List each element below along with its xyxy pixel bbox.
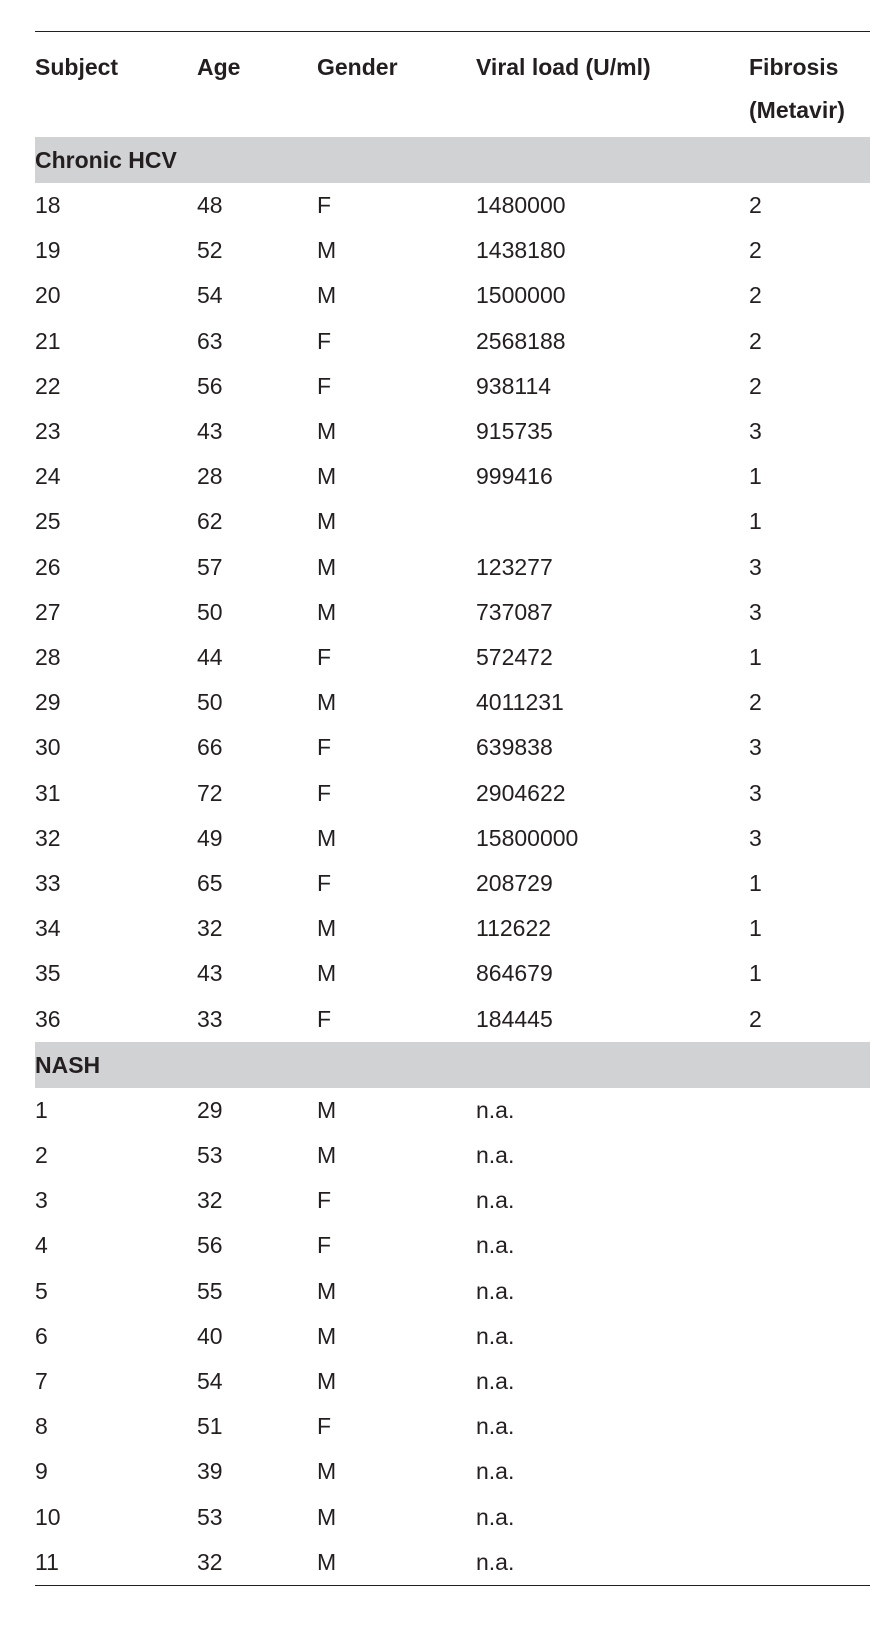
- cell-fibrosis: 1: [749, 463, 762, 490]
- cell-subject: 23: [35, 418, 61, 445]
- cell-fibrosis: [749, 1178, 870, 1223]
- cell-fibrosis: [749, 1314, 870, 1359]
- cell-gender: M: [317, 1368, 337, 1395]
- cell-age: 52: [197, 237, 223, 264]
- cell-age: 33: [197, 1005, 223, 1032]
- cell-subject: 33: [35, 870, 61, 897]
- cell-fibrosis: 3: [749, 779, 762, 806]
- cell-age: 43: [197, 418, 223, 445]
- cell-age: 49: [197, 824, 223, 851]
- table-row: [35, 364, 870, 409]
- table-row: [35, 1314, 870, 1359]
- cell-fibrosis: 1: [749, 870, 762, 897]
- cell-subject: 10: [35, 1503, 61, 1530]
- table-row: [35, 183, 870, 228]
- cell-viral-load: n.a.: [476, 1277, 515, 1304]
- cell-viral-load: n.a.: [476, 1142, 515, 1169]
- cell-age: 56: [197, 1232, 223, 1259]
- group-row: [35, 1042, 870, 1088]
- cell-viral-load: 737087: [476, 598, 553, 625]
- cell-age: 43: [197, 960, 223, 987]
- table-row: [35, 1540, 870, 1585]
- table-container: [35, 31, 870, 1586]
- cell-gender: M: [317, 418, 337, 445]
- group-label: NASH: [35, 1042, 870, 1088]
- table-body: [35, 137, 870, 1585]
- cell-age: 29: [197, 1096, 223, 1123]
- table-row: [35, 1404, 870, 1449]
- cell-gender: F: [317, 1413, 332, 1440]
- cell-fibrosis: 1: [749, 960, 762, 987]
- cell-subject: 21: [35, 327, 61, 354]
- table-row: [35, 319, 870, 364]
- header-viral-load: Viral load (U/ml): [476, 54, 651, 80]
- cell-subject: 22: [35, 372, 61, 399]
- cell-gender: F: [317, 1232, 332, 1259]
- data-table: [35, 32, 870, 1585]
- cell-gender: M: [317, 282, 337, 309]
- table-row: [35, 545, 870, 590]
- cell-age: 72: [197, 779, 223, 806]
- cell-subject: 8: [35, 1413, 48, 1440]
- cell-fibrosis: 2: [749, 372, 762, 399]
- cell-viral-load: 999416: [476, 463, 553, 490]
- cell-fibrosis: 2: [749, 327, 762, 354]
- cell-viral-load: 639838: [476, 734, 553, 761]
- cell-fibrosis: 2: [749, 1005, 762, 1032]
- cell-age: 50: [197, 689, 223, 716]
- header-fibrosis-line1: Fibrosis: [749, 54, 839, 80]
- cell-viral-load: n.a.: [476, 1413, 515, 1440]
- table-row: [35, 997, 870, 1042]
- cell-fibrosis: 3: [749, 598, 762, 625]
- table-row: [35, 861, 870, 906]
- cell-viral-load: 184445: [476, 1005, 553, 1032]
- cell-age: 50: [197, 598, 223, 625]
- cell-subject: 9: [35, 1458, 48, 1485]
- cell-viral-load: 15800000: [476, 824, 579, 851]
- cell-subject: 29: [35, 689, 61, 716]
- cell-gender: F: [317, 1005, 332, 1032]
- table-row: [35, 499, 870, 544]
- table-row: [35, 725, 870, 770]
- cell-viral-load: n.a.: [476, 1187, 515, 1214]
- cell-fibrosis: 2: [749, 689, 762, 716]
- cell-subject: 34: [35, 915, 61, 942]
- cell-subject: 24: [35, 463, 61, 490]
- cell-viral-load: 938114: [476, 372, 552, 399]
- table-row: [35, 635, 870, 680]
- cell-fibrosis: 3: [749, 824, 762, 851]
- cell-fibrosis: 1: [749, 915, 762, 942]
- cell-subject: 36: [35, 1005, 61, 1032]
- cell-subject: 2: [35, 1142, 48, 1169]
- cell-viral-load: n.a.: [476, 1232, 515, 1259]
- cell-gender: M: [317, 1458, 337, 1485]
- cell-fibrosis: 2: [749, 192, 762, 218]
- cell-subject: 6: [35, 1322, 48, 1349]
- cell-subject: 30: [35, 734, 61, 761]
- cell-fibrosis: [749, 1449, 870, 1494]
- table-row: [35, 816, 870, 861]
- table-row: [35, 228, 870, 273]
- cell-fibrosis: [749, 1223, 870, 1268]
- cell-subject: 28: [35, 644, 61, 671]
- cell-gender: F: [317, 192, 332, 218]
- cell-viral-load: [476, 499, 749, 544]
- table-row: [35, 1495, 870, 1540]
- cell-gender: M: [317, 1142, 337, 1169]
- cell-viral-load: 208729: [476, 870, 553, 897]
- header-gender: Gender: [317, 54, 398, 80]
- header-age: Age: [197, 54, 241, 80]
- cell-subject: 27: [35, 598, 61, 625]
- cell-viral-load: n.a.: [476, 1548, 515, 1575]
- table-row: [35, 454, 870, 499]
- cell-subject: 4: [35, 1232, 48, 1259]
- cell-viral-load: n.a.: [476, 1458, 515, 1485]
- cell-subject: 7: [35, 1368, 48, 1395]
- table-row: [35, 680, 870, 725]
- cell-viral-load: 2904622: [476, 779, 566, 806]
- cell-gender: F: [317, 779, 332, 806]
- cell-fibrosis: [749, 1359, 870, 1404]
- cell-age: 57: [197, 553, 223, 580]
- cell-age: 55: [197, 1277, 223, 1304]
- table-row: [35, 1269, 870, 1314]
- cell-age: 56: [197, 372, 223, 399]
- bottom-rule: [35, 1585, 870, 1586]
- cell-subject: 26: [35, 553, 61, 580]
- cell-subject: 19: [35, 237, 61, 264]
- cell-age: 53: [197, 1142, 223, 1169]
- cell-viral-load: n.a.: [476, 1096, 515, 1123]
- cell-age: 32: [197, 915, 223, 942]
- cell-fibrosis: [749, 1133, 870, 1178]
- cell-gender: M: [317, 1096, 337, 1123]
- cell-fibrosis: [749, 1404, 870, 1449]
- cell-subject: 25: [35, 508, 61, 535]
- table-row: [35, 906, 870, 951]
- header-fibrosis-line2: (Metavir): [749, 97, 845, 123]
- cell-gender: M: [317, 1503, 337, 1530]
- cell-gender: M: [317, 553, 337, 580]
- cell-subject: 1: [35, 1096, 48, 1123]
- cell-gender: M: [317, 824, 337, 851]
- cell-gender: F: [317, 734, 332, 761]
- table-row: [35, 1178, 870, 1223]
- cell-subject: 31: [35, 779, 61, 806]
- cell-gender: F: [317, 870, 332, 897]
- table-row: [35, 951, 870, 996]
- cell-viral-load: 4011231: [476, 689, 564, 716]
- table-row: [35, 1449, 870, 1494]
- group-row: [35, 137, 870, 183]
- cell-age: 51: [197, 1413, 223, 1440]
- cell-gender: M: [317, 915, 337, 942]
- cell-age: 54: [197, 282, 223, 309]
- header-row: [35, 32, 870, 137]
- table-row: [35, 1223, 870, 1268]
- cell-viral-load: 123277: [476, 553, 553, 580]
- cell-age: 44: [197, 644, 223, 671]
- table-row: [35, 771, 870, 816]
- cell-gender: M: [317, 508, 337, 535]
- cell-gender: M: [317, 960, 337, 987]
- cell-gender: M: [317, 1277, 337, 1304]
- cell-fibrosis: [749, 1495, 870, 1540]
- table-row: [35, 590, 870, 635]
- cell-age: 65: [197, 870, 223, 897]
- cell-fibrosis: 2: [749, 237, 762, 264]
- table-row: [35, 1088, 870, 1133]
- cell-age: 32: [197, 1548, 223, 1575]
- cell-gender: M: [317, 598, 337, 625]
- cell-viral-load: 2568188: [476, 327, 566, 354]
- cell-viral-load: 1500000: [476, 282, 566, 309]
- cell-subject: 32: [35, 824, 61, 851]
- cell-gender: M: [317, 1548, 337, 1575]
- cell-age: 54: [197, 1368, 223, 1395]
- cell-viral-load: 864679: [476, 960, 553, 987]
- cell-subject: 20: [35, 282, 61, 309]
- cell-fibrosis: [749, 1269, 870, 1314]
- cell-fibrosis: [749, 1540, 870, 1585]
- cell-gender: F: [317, 372, 332, 399]
- cell-age: 39: [197, 1458, 223, 1485]
- cell-gender: M: [317, 689, 337, 716]
- cell-gender: F: [317, 327, 332, 354]
- table-row: [35, 1133, 870, 1178]
- cell-subject: 5: [35, 1277, 48, 1304]
- cell-gender: M: [317, 463, 337, 490]
- group-label: Chronic HCV: [35, 137, 870, 183]
- cell-gender: M: [317, 237, 337, 264]
- cell-gender: F: [317, 1187, 332, 1214]
- header-fibrosis: [749, 32, 870, 137]
- cell-age: 28: [197, 463, 223, 490]
- cell-age: 63: [197, 327, 223, 354]
- cell-fibrosis: 1: [749, 644, 762, 671]
- cell-age: 32: [197, 1187, 223, 1214]
- cell-viral-load: 1438180: [476, 237, 566, 264]
- cell-subject: 11: [35, 1548, 59, 1575]
- cell-fibrosis: 1: [749, 508, 762, 535]
- cell-age: 66: [197, 734, 223, 761]
- cell-age: 40: [197, 1322, 223, 1349]
- table-row: [35, 1359, 870, 1404]
- cell-subject: 18: [35, 192, 61, 218]
- cell-age: 62: [197, 508, 223, 535]
- table-row: [35, 409, 870, 454]
- cell-subject: 3: [35, 1187, 48, 1214]
- cell-gender: M: [317, 1322, 337, 1349]
- header-subject: Subject: [35, 54, 119, 80]
- cell-viral-load: n.a.: [476, 1368, 515, 1395]
- cell-fibrosis: 3: [749, 418, 762, 445]
- cell-fibrosis: 2: [749, 282, 762, 309]
- table-row: [35, 273, 870, 318]
- table-header: [35, 32, 870, 137]
- cell-viral-load: 572472: [476, 644, 553, 671]
- cell-viral-load: n.a.: [476, 1503, 515, 1530]
- cell-viral-load: 915735: [476, 418, 553, 445]
- cell-fibrosis: [749, 1088, 870, 1133]
- cell-age: 48: [197, 192, 223, 218]
- cell-viral-load: 112622: [476, 915, 552, 942]
- cell-viral-load: n.a.: [476, 1322, 515, 1349]
- cell-viral-load: 1480000: [476, 192, 566, 218]
- cell-age: 53: [197, 1503, 223, 1530]
- cell-subject: 35: [35, 960, 61, 987]
- cell-gender: F: [317, 644, 332, 671]
- cell-fibrosis: 3: [749, 734, 762, 761]
- cell-fibrosis: 3: [749, 553, 762, 580]
